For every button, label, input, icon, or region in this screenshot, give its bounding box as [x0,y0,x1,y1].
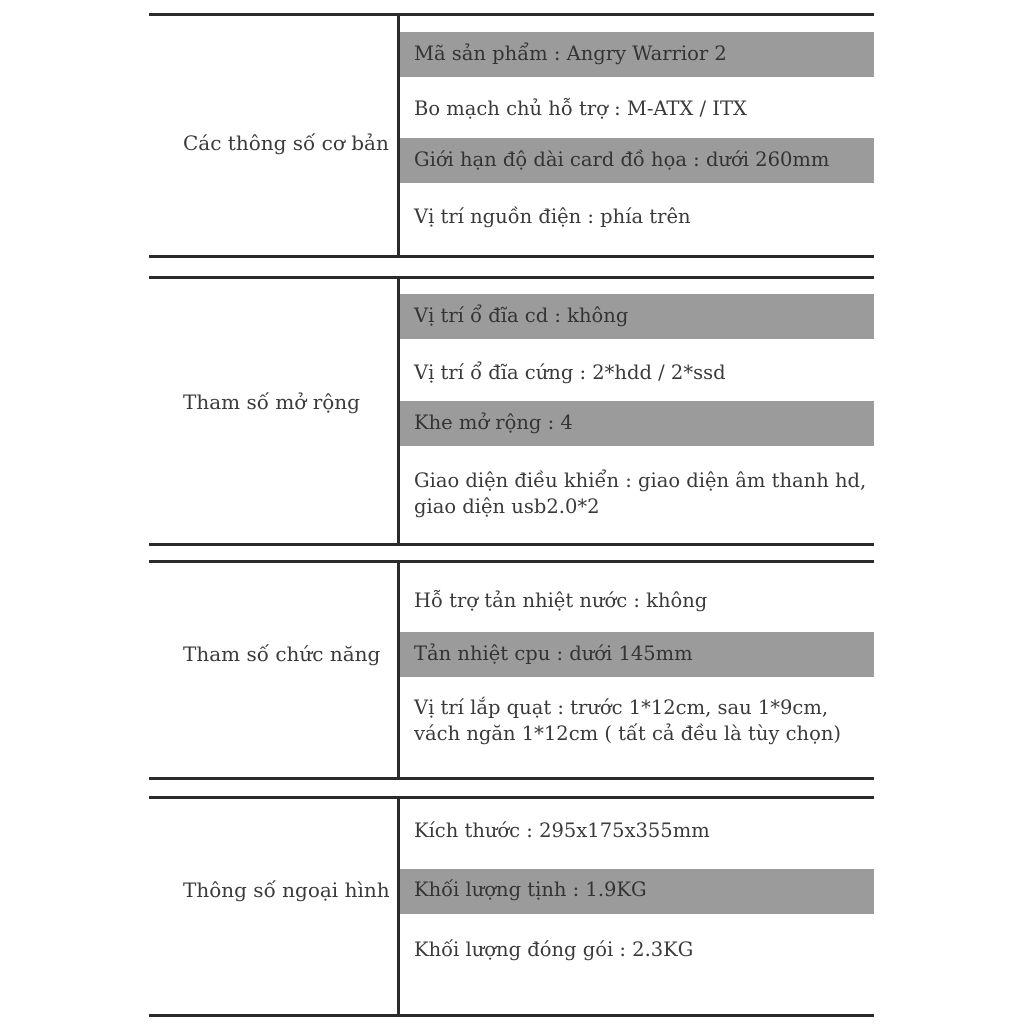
section-bottom-rule [149,1014,874,1017]
section-label: Thông số ngoại hình [183,878,390,902]
section-label: Tham số mở rộng [183,390,360,414]
section-top-rule [149,796,874,799]
spec-text-line-2: vách ngăn 1*12cm ( tất cả đều là tùy chọn) [414,722,841,745]
spec-text: Mã sản phẩm : Angry Warrior 2 [414,42,727,65]
section-label: Các thông số cơ bản [183,131,389,155]
spec-text: Vị trí ổ đĩa cứng : 2*hdd / 2*ssd [414,361,726,384]
spec-text: Bo mạch chủ hỗ trợ : M-ATX / ITX [414,97,747,120]
spec-text: Kích thước : 295x175x355mm [414,819,710,842]
spec-text: Tản nhiệt cpu : dưới 145mm [414,642,693,665]
spec-row [400,926,874,976]
spec-text: Giới hạn độ dài card đồ họa : dưới 260mm [414,148,830,171]
spec-text: Khối lượng tịnh : 1.9KG [414,878,647,901]
spec-text: Khe mở rộng : 4 [414,411,573,434]
spec-text-line-1: Giao diện điều khiển : giao diện âm thanh hd, [414,469,867,492]
spec-row [400,806,874,856]
spec-text: Vị trí nguồn điện : phía trên [414,205,691,228]
spec-section-appearance [149,0,874,1024]
spec-text-line-2: giao diện usb2.0*2 [414,495,600,518]
spec-row [400,869,874,914]
section-label: Tham số chức năng [183,642,381,666]
spec-text: Hỗ trợ tản nhiệt nước : không [414,589,708,612]
spec-text-line-1: Vị trí lắp quạt : trước 1*12cm, sau 1*9cm, [414,696,829,719]
spec-text: Khối lượng đóng gói : 2.3KG [414,938,694,961]
spec-text: Vị trí ổ đĩa cd : không [414,304,629,327]
